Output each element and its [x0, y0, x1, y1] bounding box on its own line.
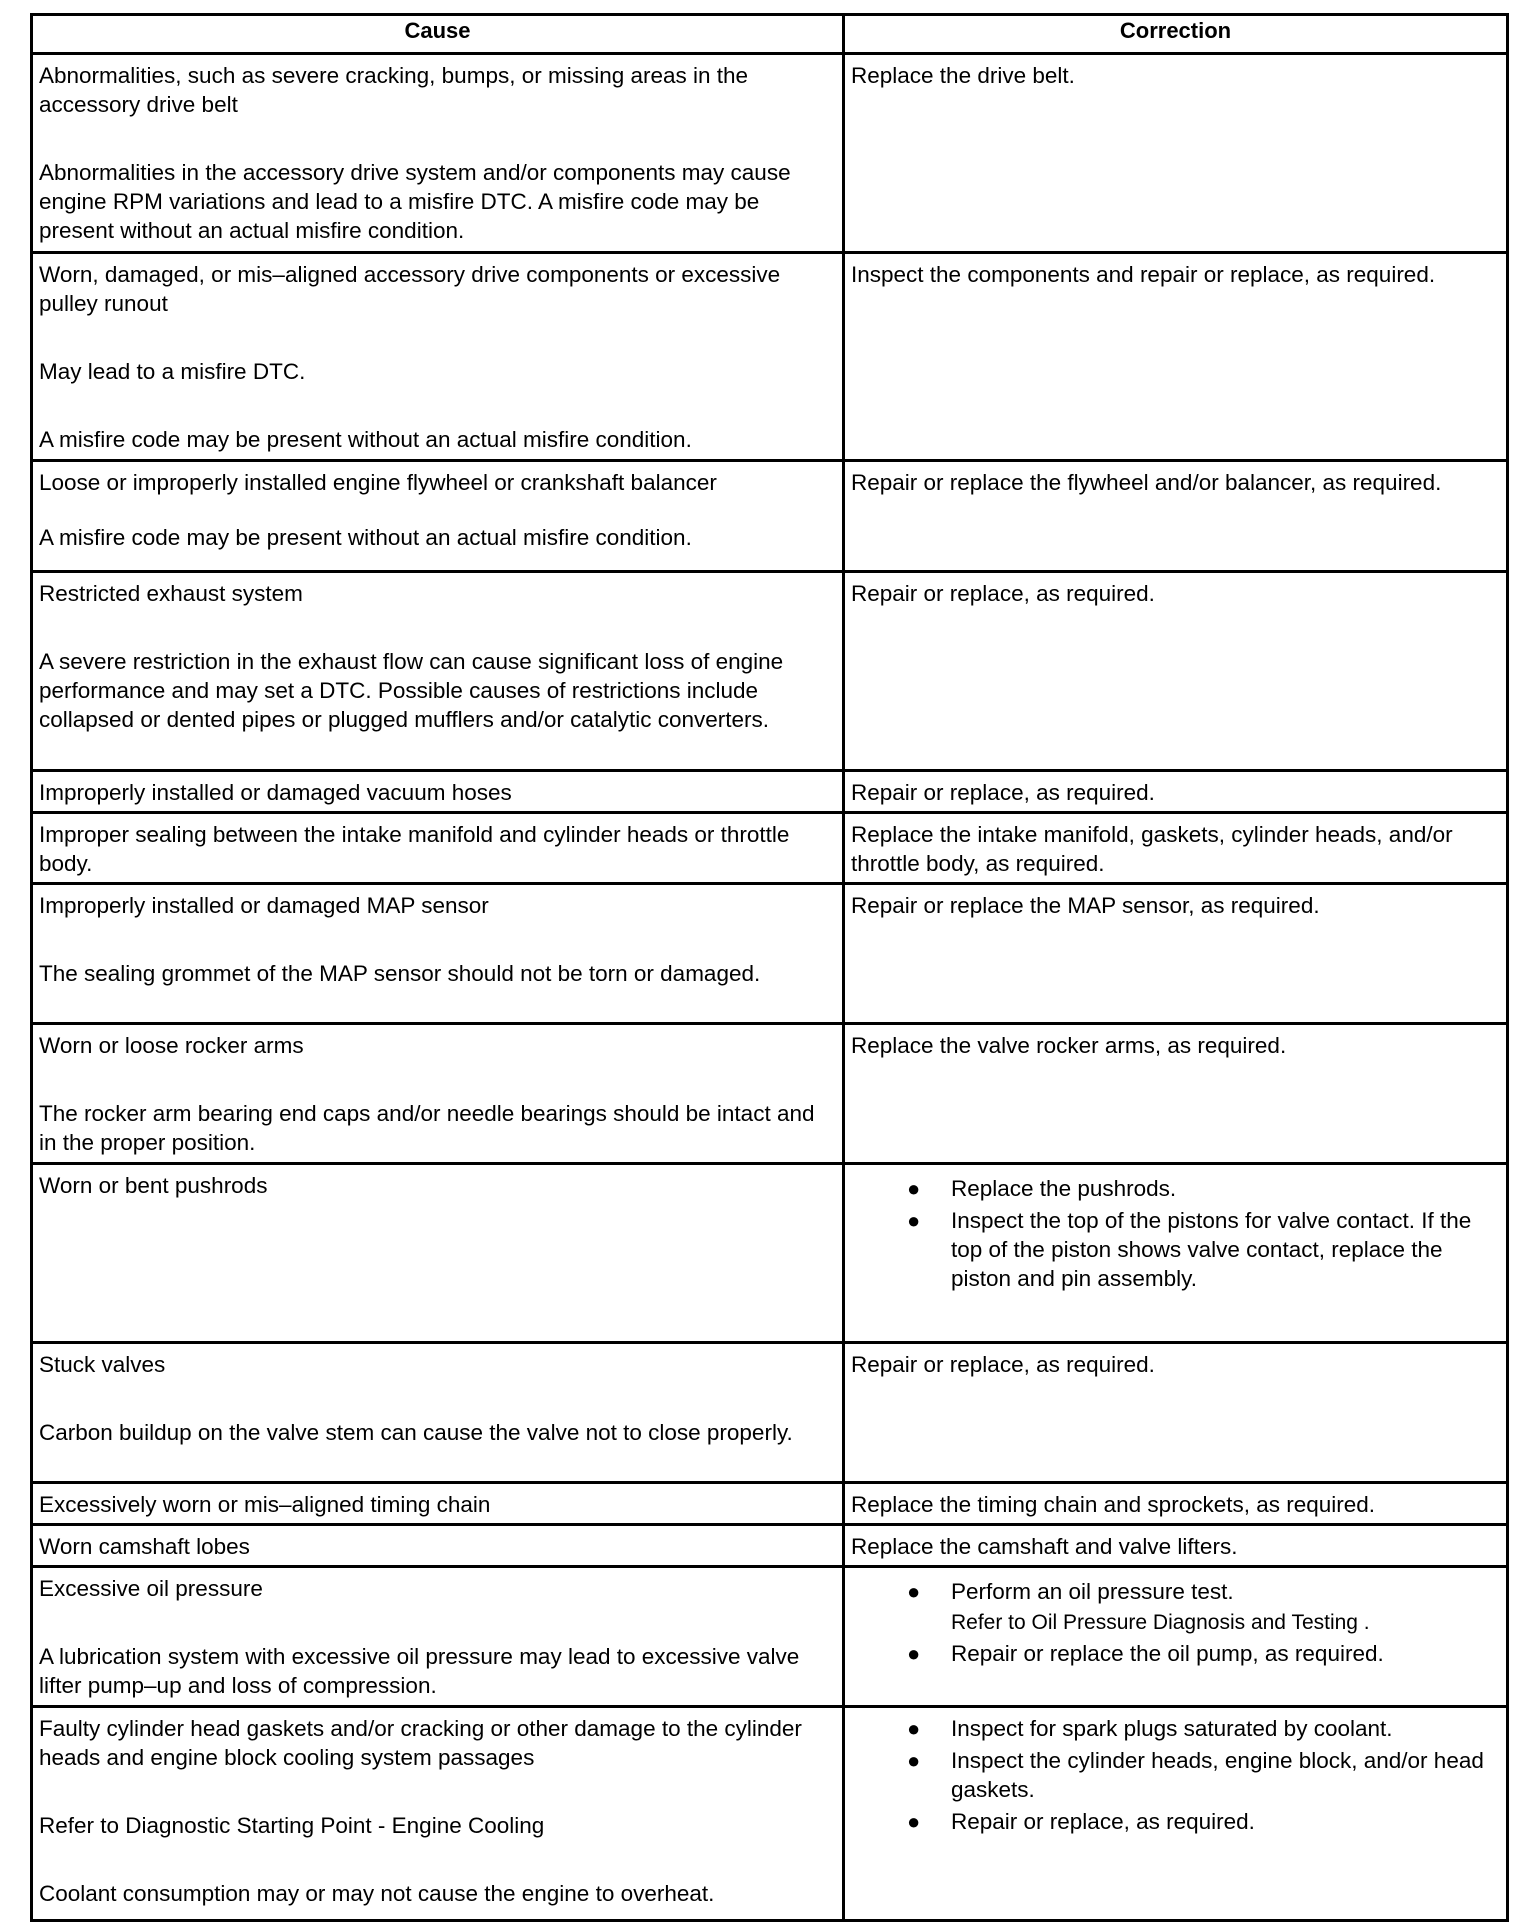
cause-cell: [32, 1024, 844, 1164]
cause-cell: [32, 813, 844, 884]
cause-text: Improperly installed or damaged MAP sensor: [39, 893, 489, 918]
bullet-icon: ●: [907, 1641, 921, 1666]
bullet-icon: ●: [907, 1716, 921, 1741]
correction-text: Repair or replace the flywheel and/or balancer, as required.: [851, 470, 1442, 495]
table-row: [32, 572, 1508, 771]
correction-header: Correction: [844, 15, 1508, 54]
cause-text: A misfire code may be present without an actual misfire condition.: [39, 427, 692, 452]
bullet-icon: ●: [907, 1208, 921, 1233]
bullet-icon: ●: [907, 1579, 921, 1604]
correction-cell: [844, 1483, 1508, 1525]
correction-text: Replace the intake manifold, gaskets, cylinder heads, and/or throttle body, as required.: [851, 822, 1453, 876]
correction-bullet-list: [851, 1714, 1502, 1836]
correction-text: Repair or replace, as required.: [851, 780, 1155, 805]
table-row: [32, 1343, 1508, 1483]
oil-pressure-reference: Refer to Oil Pressure Diagnosis and Testing .: [951, 1611, 1370, 1634]
cause-text: The rocker arm bearing end caps and/or needle bearings should be intact and in the proper position.: [39, 1101, 815, 1155]
bullet-item: [851, 1206, 1502, 1293]
bullet-text: Inspect the top of the pistons for valve contact. If the top of the piston shows valve contact, replace the piston and pin assembly.: [951, 1208, 1472, 1291]
correction-text: Inspect the components and repair or replace, as required.: [851, 262, 1436, 287]
table-row: [32, 1567, 1508, 1707]
diagnosis-table-wrapper: [30, 13, 1506, 1922]
correction-text: Repair or replace, as required.: [851, 581, 1155, 606]
table-row: [32, 771, 1508, 813]
table-row: [32, 461, 1508, 572]
cause-text: Excessively worn or mis–aligned timing chain: [39, 1492, 491, 1517]
cause-cell: [32, 572, 844, 771]
correction-cell: [844, 572, 1508, 771]
header-row: [32, 15, 1508, 54]
table-row: [32, 813, 1508, 884]
correction-cell: [844, 1164, 1508, 1343]
cause-text: Restricted exhaust system: [39, 581, 303, 606]
correction-cell: [844, 1707, 1508, 1921]
correction-text: Repair or replace the MAP sensor, as required.: [851, 893, 1320, 918]
bullet-item: [851, 1639, 1502, 1668]
bullet-text: Repair or replace the oil pump, as required.: [951, 1641, 1384, 1666]
cause-cell: [32, 771, 844, 813]
cause-text: Excessive oil pressure: [39, 1576, 263, 1601]
correction-bullet-list: [851, 1171, 1502, 1293]
cause-header: Cause: [32, 15, 844, 54]
cause-text: A misfire code may be present without an actual misfire condition.: [39, 525, 692, 550]
table-row: [32, 1483, 1508, 1525]
cause-text: May lead to a misfire DTC.: [39, 359, 306, 384]
bullet-text: Repair or replace, as required.: [951, 1809, 1255, 1834]
correction-text: Replace the valve rocker arms, as required.: [851, 1033, 1287, 1058]
cause-text: A lubrication system with excessive oil pressure may lead to excessive valve lifter pump–up and loss of compression.: [39, 1644, 800, 1698]
correction-cell: [844, 1343, 1508, 1483]
cause-cell: [32, 1483, 844, 1525]
table-row: [32, 1525, 1508, 1567]
correction-bullet-list: [851, 1574, 1502, 1606]
correction-text: Replace the timing chain and sprockets, as required.: [851, 1492, 1376, 1517]
cause-cell: [32, 1164, 844, 1343]
cause-cell: [32, 1567, 844, 1707]
cause-cell: [32, 253, 844, 461]
bullet-item: [851, 1714, 1502, 1743]
cause-cell: [32, 1525, 844, 1567]
bullet-text: Perform an oil pressure test.: [951, 1579, 1234, 1604]
bullet-item: [851, 1174, 1502, 1203]
cause-text: A severe restriction in the exhaust flow can cause significant loss of engine performance and may set a DTC. Possible causes of restrictions include collapsed or dented pipes or plugged mufflers and/or catalytic converters.: [39, 649, 784, 732]
cause-text: Carbon buildup on the valve stem can cause the valve not to close properly.: [39, 1420, 793, 1445]
correction-cell: [844, 461, 1508, 572]
correction-bullet-list: [851, 1639, 1502, 1668]
cause-cell: [32, 461, 844, 572]
cause-text: Worn or bent pushrods: [39, 1173, 268, 1198]
table-row: [32, 1024, 1508, 1164]
bullet-icon: ●: [907, 1748, 921, 1773]
cause-text: Improper sealing between the intake manifold and cylinder heads or throttle body.: [39, 822, 790, 876]
cause-text: Worn, damaged, or mis–aligned accessory drive components or excessive pulley runout: [39, 262, 781, 316]
cause-cell: [32, 54, 844, 253]
cause-text: Faulty cylinder head gaskets and/or cracking or other damage to the cylinder heads and engine block cooling system passages: [39, 1716, 802, 1770]
cause-text: Refer to Diagnostic Starting Point - Engine Cooling: [39, 1813, 545, 1838]
correction-text: Replace the drive belt.: [851, 63, 1075, 88]
correction-cell: [844, 1525, 1508, 1567]
cause-text: Stuck valves: [39, 1352, 166, 1377]
cause-cell: [32, 1343, 844, 1483]
correction-cell: [844, 771, 1508, 813]
correction-cell: [844, 813, 1508, 884]
correction-cell: [844, 1024, 1508, 1164]
cause-text: Worn camshaft lobes: [39, 1534, 250, 1559]
bullet-item: [851, 1807, 1502, 1836]
cause-text: Abnormalities in the accessory drive system and/or components may cause engine RPM variations and lead to a misfire DTC. A misfire code may be present without an actual misfire condition.: [39, 160, 791, 243]
cause-text: Coolant consumption may or may not cause the engine to overheat.: [39, 1881, 715, 1906]
cause-text: Abnormalities, such as severe cracking, bumps, or missing areas in the accessory drive belt: [39, 63, 749, 117]
table-row: [32, 253, 1508, 461]
correction-cell: [844, 54, 1508, 253]
cause-cell: [32, 884, 844, 1024]
cause-text: The sealing grommet of the MAP sensor should not be torn or damaged.: [39, 961, 761, 986]
correction-cell: [844, 884, 1508, 1024]
bullet-icon: ●: [907, 1809, 921, 1834]
cause-cell: [32, 1707, 844, 1921]
bullet-text: Inspect for spark plugs saturated by coolant.: [951, 1716, 1393, 1741]
bullet-icon: ●: [907, 1176, 921, 1201]
table-row: [32, 54, 1508, 253]
bullet-item: [851, 1577, 1502, 1606]
table-row: [32, 884, 1508, 1024]
correction-text: Replace the camshaft and valve lifters.: [851, 1534, 1238, 1559]
cause-text: Loose or improperly installed engine flywheel or crankshaft balancer: [39, 470, 717, 495]
correction-cell: [844, 1567, 1508, 1707]
bullet-text: Inspect the cylinder heads, engine block, and/or head gaskets.: [951, 1748, 1484, 1802]
correction-text: Repair or replace, as required.: [851, 1352, 1155, 1377]
table-row: [32, 1164, 1508, 1343]
cause-text: Improperly installed or damaged vacuum hoses: [39, 780, 512, 805]
bullet-text: Replace the pushrods.: [951, 1176, 1177, 1201]
table-row: [32, 1707, 1508, 1921]
cause-text: Worn or loose rocker arms: [39, 1033, 304, 1058]
correction-cell: [844, 253, 1508, 461]
bullet-item: [851, 1746, 1502, 1804]
diagnosis-table: [30, 13, 1509, 1922]
